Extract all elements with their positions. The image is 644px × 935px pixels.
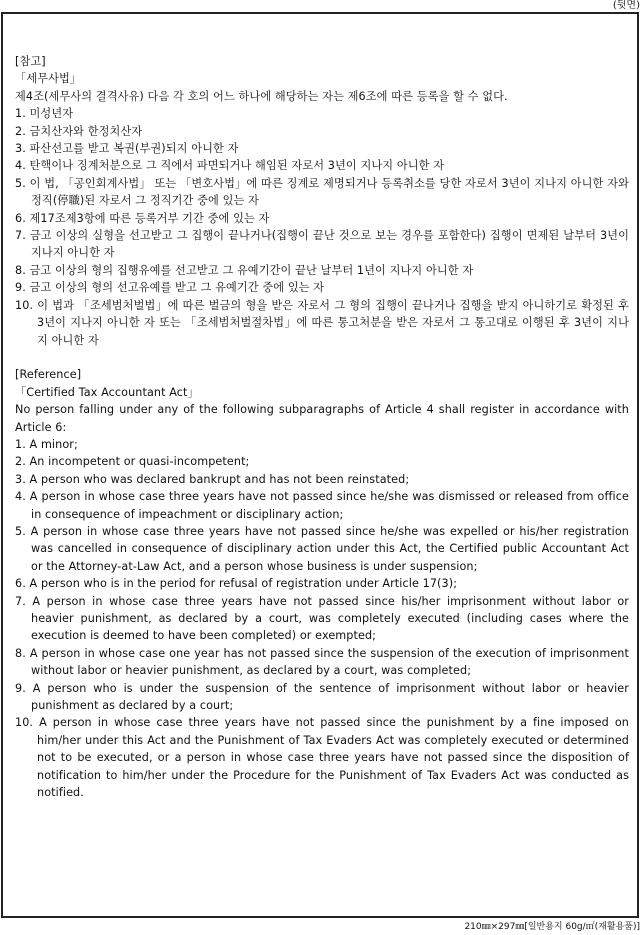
- korean-heading: [참고]: [15, 55, 46, 68]
- english-item-8: 8. A person in whose case one year has not passed since the suspension of the execution of imprisonment without labor or heavier punishment, as declared by a court, was completed;: [15, 646, 629, 678]
- korean-item-1: 1. 미성년자: [15, 107, 74, 121]
- korean-item-4: 4. 탄핵이나 징계처분으로 그 직에서 파면되거나 해임된 자로서 3년이 지나지 아니한 자: [15, 159, 445, 173]
- document-content: [15, 53, 629, 801]
- english-act-name: 「Certified Tax Accountant Act」: [15, 385, 199, 399]
- english-item-1: 1. A minor;: [15, 437, 78, 451]
- korean-item-9: 9. 금고 이상의 형의 선고유예를 받고 그 유예기간 중에 있는 자: [15, 281, 325, 295]
- english-heading: [Reference]: [15, 368, 82, 382]
- korean-item-3: 3. 파산선고를 받고 복권(부권)되지 아니한 자: [15, 142, 239, 156]
- korean-intro: 제4조(세무사의 결격사유) 다음 각 호의 어느 하나에 해당하는 자는 제6조에 따른 등록을 할 수 없다.: [15, 89, 508, 103]
- korean-item-7: 7. 금고 이상의 실형을 선고받고 그 집행이 끝나거나(집행이 끝난 것으로 보는 경우를 포함한다) 집행이 면제된 날부터 3년이 지나지 아니한 자: [15, 229, 629, 260]
- korean-item-2: 2. 금치산자와 한정치산자: [15, 124, 143, 138]
- english-item-3: 3. A person who was declared bankrupt and has not been reinstated;: [15, 472, 410, 486]
- english-item-4: 4. A person in whose case three years have not passed since he/she was dismissed or released from office in consequence of impeachment or disciplinary action;: [15, 490, 629, 521]
- paper-size-label: 210㎜×297㎜[일반용지 60g/㎡(재활용품)]: [464, 922, 640, 932]
- english-item-7: 7. A person in whose case three years have not passed since his/her imprisonment without labor or heavier punishment, as declared by a court, was completely executed (including cases where the execution is deemed to have been completed) or exempted;: [15, 594, 629, 643]
- english-item-2: 2. An incompetent or quasi-incompetent;: [15, 455, 250, 469]
- english-item-6: 6. A person who is in the period for refusal of registration under Article 17(3);: [15, 577, 458, 591]
- korean-item-6: 6. 제17조제3항에 따른 등록거부 기간 중에 있는 자: [15, 211, 270, 225]
- english-item-9: 9. A person who is under the suspension of the sentence of imprisonment without labor or heavier punishment as declared by a court;: [15, 681, 629, 713]
- section-spacer: [15, 349, 629, 366]
- korean-act-name: 「세무사법」: [15, 72, 82, 86]
- korean-item-8: 8. 금고 이상의 형의 집행유예를 선고받고 그 유예기간이 끝난 날부터 1년이 지나지 아니한 자: [15, 263, 474, 277]
- english-intro: No person falling under any of the following subparagraphs of Article 4 shall register in accordance with Article 6:: [15, 403, 629, 434]
- korean-item-10: 10. 이 법과 「조세범처벌법」에 따른 벌금의 형을 받은 자로서 그 형의 집행이 끝나거나 집행을 받지 아니하기로 확정된 후 3년이 지나지 아니한 자 또는 「조세범처벌절차법」에 따른 통고처분을 받은 자로서 그 통고대로 이행된 후 3년이 지나지 아니한 자: [15, 298, 629, 347]
- english-item-5: 5. A person in whose case three years have not passed since he/she was expelled or his/her registration was cancelled in consequence of disciplinary action under this Act, the Certified public Accountant Act or the Attorney-at-Law Act, and a person whose business is under suspension;: [15, 524, 629, 573]
- english-item-10: 10. A person in whose case three years have not passed since the punishment by a fine imposed on him/her under this Act and the Punishment of Tax Evaders Act was completely executed or determined not to be executed, or a person in whose case three years have not passed since the disposition of notification to him/her under the Procedure for the Punishment of Tax Evaders Act was conducted as notified.: [15, 716, 629, 800]
- page-side-label: (뒷면): [612, 0, 640, 11]
- korean-item-5: 5. 이 법, 「공인회계사법」 또는 「변호사법」에 따른 징계로 제명되거나 등록취소를 당한 자로서 3년이 지나지 아니한 자와 정직(停職)된 자로서 그 정직기간 중에 있는 자: [15, 176, 629, 208]
